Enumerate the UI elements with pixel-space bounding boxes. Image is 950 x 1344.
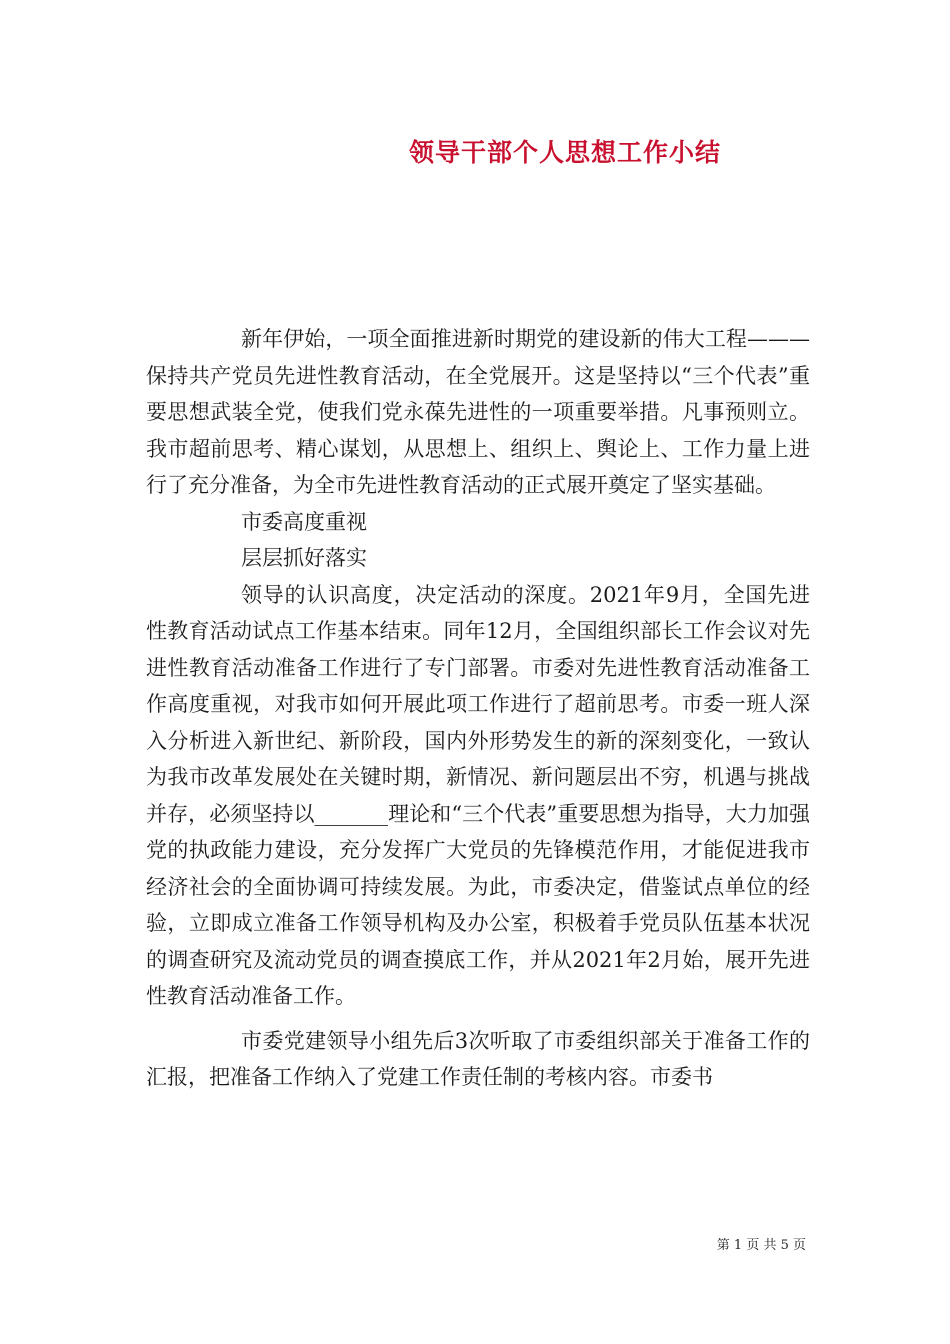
paragraph-party-group: 市委党建领导小组先后3次听取了市委组织部关于准备工作的汇报，把准备工作纳入了党建工作责任制的考核内容。市委书 [146, 1028, 810, 1089]
document-title: 领导干部个人思想工作小结 [408, 138, 721, 167]
paragraph-leadership: 领导的认识高度，决定活动的深度。2021年9月，全国先进性教育活动试点工作基本结束。同年12月，全国组织部长工作会议对先进性教育活动准备工作进行了专门部署。市委对先进性教育活动准备工作高度重视，对我市如何开展此项工作进行了超前思考。市委一班人深入分析进入新世纪、新阶段，国内外形势发生的新的深刻变化，一致认为我市改革发展处在关键时期，新情况、新问题层出不穷，机遇与挑战并存，必须坚持以_______理论和“三个代表”重要思想为指导，大力加强党的执政能力建设，充分发挥广大党员的先锋模范作用，才能促进我市经济社会的全面协调可持续发展。为此，市委决定，借鉴试点单位的经验，立即成立准备工作领导机构及办公室，积极着手党员队伍基本状况的调查研究及流动党员的调查摸底工作，并从2021年2月始，展开先进性教育活动准备工作。 [146, 582, 810, 1008]
document-body [146, 321, 810, 1096]
page-number-footer: 第 1 页 共 5 页 [716, 1238, 806, 1253]
paragraph-intro: 新年伊始，一项全面推进新时期党的建设新的伟大工程———保持共产党员先进性教育活动，在全党展开。这是坚持以“三个代表”重要思想武装全党，使我们党永葆先进性的一项重要举措。凡事预则立。我市超前思考、精心谋划，从思想上、组织上、舆论上、工作力量上进行了充分准备，为全市先进性教育活动的正式展开奠定了坚实基础。 [146, 327, 810, 497]
section-heading-2: 层层抓好落实 [241, 546, 367, 570]
section-heading-1: 市委高度重视 [241, 509, 367, 534]
